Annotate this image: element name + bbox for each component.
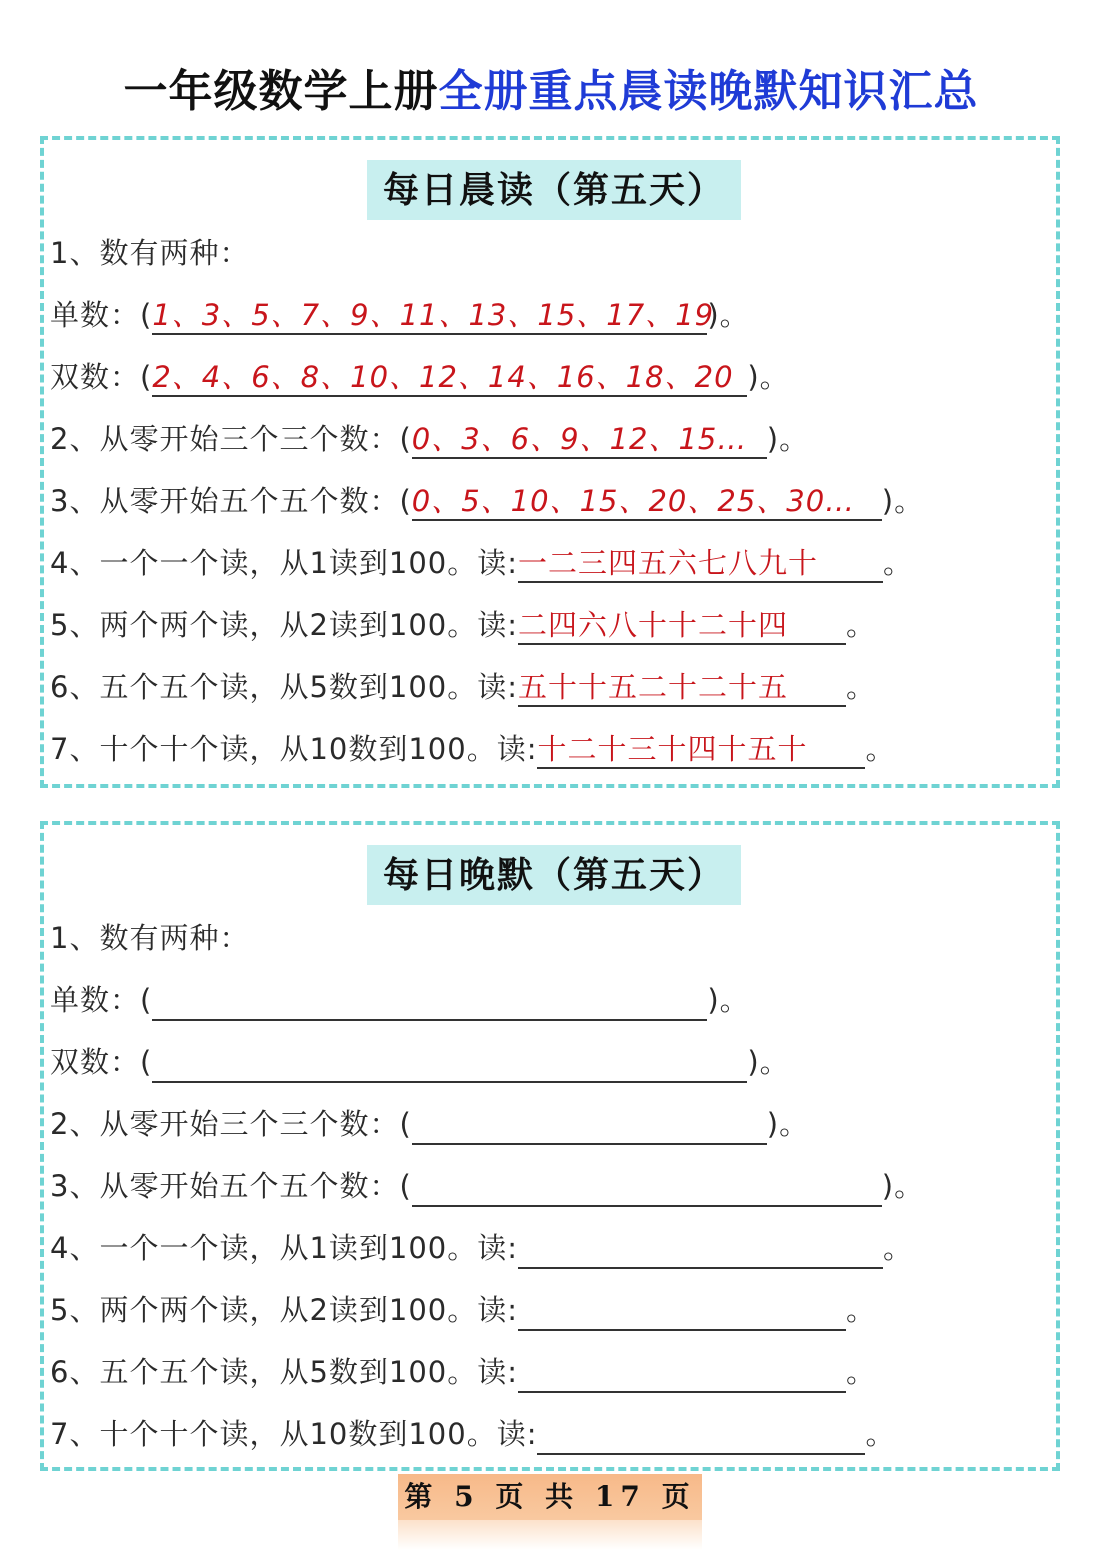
blank-count-by-fives[interactable] xyxy=(412,1169,882,1207)
blank-count-by-threes[interactable] xyxy=(412,1107,767,1145)
morning-line-5 xyxy=(50,480,924,522)
line-suffix: )。 xyxy=(766,1107,810,1141)
evening-line-2 xyxy=(50,979,750,1021)
line-suffix: )。 xyxy=(881,1169,925,1203)
line-prefix: 1、数有两种： xyxy=(50,236,250,270)
evening-line-7 xyxy=(50,1289,876,1331)
evening-line-4 xyxy=(50,1103,809,1145)
line-prefix: 单数：( xyxy=(50,298,153,332)
line-suffix: 。 xyxy=(846,1355,877,1389)
morning-line-9 xyxy=(50,728,896,770)
line-suffix: 。 xyxy=(865,1417,896,1451)
line-prefix: 2、从零开始三个三个数：( xyxy=(50,422,412,456)
line-suffix: 。 xyxy=(865,732,896,766)
line-suffix: )。 xyxy=(766,422,810,456)
answer-read-by-ones: 一二三四五六七八九十 xyxy=(518,545,883,583)
evening-line-3 xyxy=(50,1041,790,1083)
answer-count-by-threes: 0、3、6、9、12、15… xyxy=(412,421,767,459)
evening-line-6 xyxy=(50,1227,913,1269)
line-suffix: 。 xyxy=(883,1231,914,1265)
line-suffix: )。 xyxy=(707,298,750,332)
page-title xyxy=(0,62,1102,122)
morning-line-8 xyxy=(50,666,876,708)
line-suffix: 。 xyxy=(883,546,914,580)
line-prefix: 1、数有两种： xyxy=(50,921,250,955)
line-prefix: 4、一个一个读，从1读到100。读: xyxy=(50,546,519,580)
line-suffix: )。 xyxy=(881,484,925,518)
blank-read-by-twos[interactable] xyxy=(518,1293,846,1331)
line-suffix: )。 xyxy=(747,1045,790,1079)
evening-dictation-panel xyxy=(40,821,1060,1471)
morning-line-4 xyxy=(50,418,809,460)
line-prefix: 双数：( xyxy=(50,1045,153,1079)
line-prefix: 7、十个十个读，从10数到100。读: xyxy=(50,1417,538,1451)
answer-read-by-twos: 二四六八十十二十四 xyxy=(518,607,846,645)
answer-read-by-tens: 十二十三十四十五十 xyxy=(537,731,865,769)
title-part-summary: 全册重点晨读晚默知识汇总 xyxy=(438,66,979,117)
blank-read-by-tens[interactable] xyxy=(537,1417,865,1455)
line-suffix: )。 xyxy=(747,360,790,394)
evening-line-9 xyxy=(50,1413,896,1455)
evening-line-8 xyxy=(50,1351,876,1393)
blank-read-by-fives[interactable] xyxy=(518,1355,846,1393)
morning-heading: 每日晨读（第五天） xyxy=(367,160,741,220)
line-prefix: 4、一个一个读，从1读到100。读: xyxy=(50,1231,519,1265)
footer-reflection xyxy=(398,1520,702,1550)
line-prefix: 双数：( xyxy=(50,360,153,394)
morning-line-1 xyxy=(50,232,249,274)
blank-read-by-ones[interactable] xyxy=(518,1231,883,1269)
line-prefix: 5、两个两个读，从2读到100。读: xyxy=(50,1293,519,1327)
morning-line-2 xyxy=(50,294,750,336)
line-suffix: 。 xyxy=(846,608,877,642)
line-prefix: 7、十个十个读，从10数到100。读: xyxy=(50,732,538,766)
line-prefix: 单数：( xyxy=(50,983,153,1017)
answer-read-by-fives: 五十十五二十二十五 xyxy=(518,669,846,707)
line-suffix: )。 xyxy=(707,983,750,1017)
page-number-label: 第 5 页 共 17 页 xyxy=(398,1474,702,1520)
answer-odd-numbers: 1、3、5、7、9、11、13、15、17、19 xyxy=(152,297,707,335)
morning-reading-panel xyxy=(40,136,1060,788)
blank-odd-numbers[interactable] xyxy=(152,983,707,1021)
line-prefix: 6、五个五个读，从5数到100。读: xyxy=(50,670,519,704)
evening-line-1 xyxy=(50,917,249,959)
blank-even-numbers[interactable] xyxy=(152,1045,747,1083)
morning-line-6 xyxy=(50,542,913,584)
line-prefix: 3、从零开始五个五个数：( xyxy=(50,1169,412,1203)
answer-even-numbers: 2、4、6、8、10、12、14、16、18、20 xyxy=(152,359,747,397)
title-part-grade: 一年级数学上册 xyxy=(123,66,439,117)
line-suffix: 。 xyxy=(846,1293,877,1327)
evening-heading: 每日晚默（第五天） xyxy=(367,845,741,905)
answer-count-by-fives: 0、5、10、15、20、25、30… xyxy=(412,483,882,521)
line-prefix: 3、从零开始五个五个数：( xyxy=(50,484,412,518)
evening-line-5 xyxy=(50,1165,924,1207)
line-suffix: 。 xyxy=(846,670,877,704)
morning-line-7 xyxy=(50,604,876,646)
line-prefix: 5、两个两个读，从2读到100。读: xyxy=(50,608,519,642)
line-prefix: 6、五个五个读，从5数到100。读: xyxy=(50,1355,519,1389)
line-prefix: 2、从零开始三个三个数：( xyxy=(50,1107,412,1141)
morning-line-3 xyxy=(50,356,790,398)
